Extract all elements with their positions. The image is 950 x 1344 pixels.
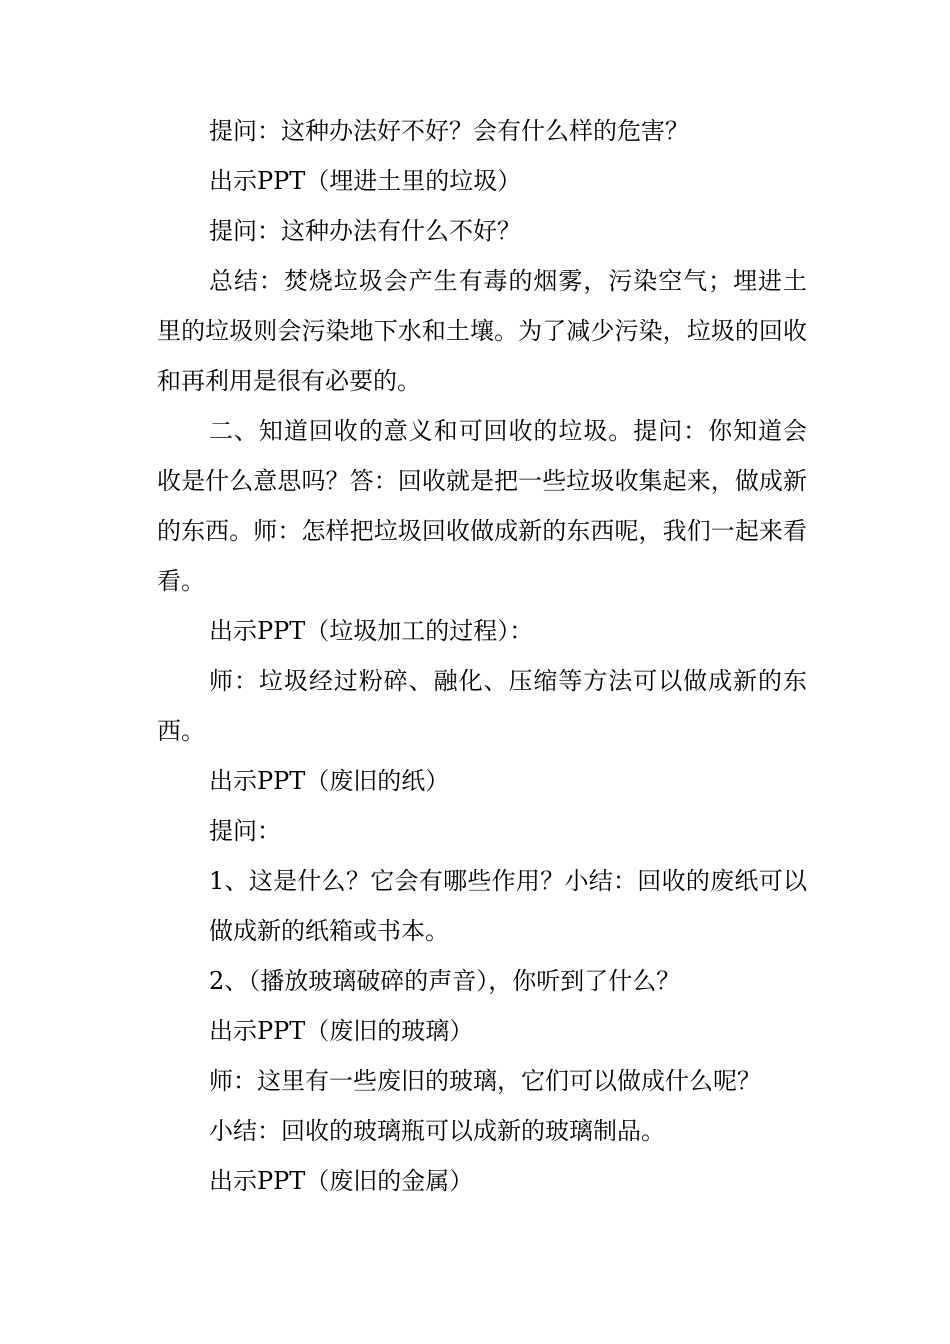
- paragraph: 总结：焚烧垃圾会产生有毒的烟雾，污染空气；埋进土里的垃圾则会污染地下水和土壤。为了减少污染，垃圾的回收和再利用是很有必要的。: [157, 267, 807, 395]
- paragraph: 出示PPT（垃圾加工的过程）：: [209, 617, 534, 645]
- paragraph: 1、这是什么？它会有哪些作用？小结：回收的废纸可以做成新的纸箱或书本。: [209, 867, 807, 945]
- paragraph: 出示PPT（废旧的玻璃）: [209, 1017, 474, 1045]
- paragraph: 出示PPT（废旧的金属）: [209, 1167, 474, 1195]
- paragraph: 出示PPT（废旧的纸）: [209, 767, 450, 795]
- paragraph: 提问：这种办法好不好？会有什么样的危害？: [209, 117, 689, 145]
- document-body: [157, 106, 807, 1206]
- paragraph: 提问：这种办法有什么不好？: [209, 217, 521, 245]
- paragraph: 小结：回收的玻璃瓶可以成新的玻璃制品。: [209, 1117, 665, 1145]
- paragraph: 师：垃圾经过粉碎、融化、压缩等方法可以做成新的东西。: [157, 667, 807, 745]
- paragraph: 师：这里有一些废旧的玻璃，它们可以做成什么呢？: [209, 1067, 761, 1095]
- paragraph: 提问：: [209, 817, 281, 845]
- paragraph: 出示PPT（埋进土里的垃圾）: [209, 167, 522, 195]
- paragraph: 2、（播放玻璃破碎的声音），你听到了什么？: [209, 967, 681, 995]
- paragraph: 二、知道回收的意义和可回收的垃圾。提问：你知道会收是什么意思吗？答：回收就是把一些垃圾收集起来，做成新的东西。师：怎样把垃圾回收做成新的东西呢，我们一起来看看。: [157, 417, 807, 595]
